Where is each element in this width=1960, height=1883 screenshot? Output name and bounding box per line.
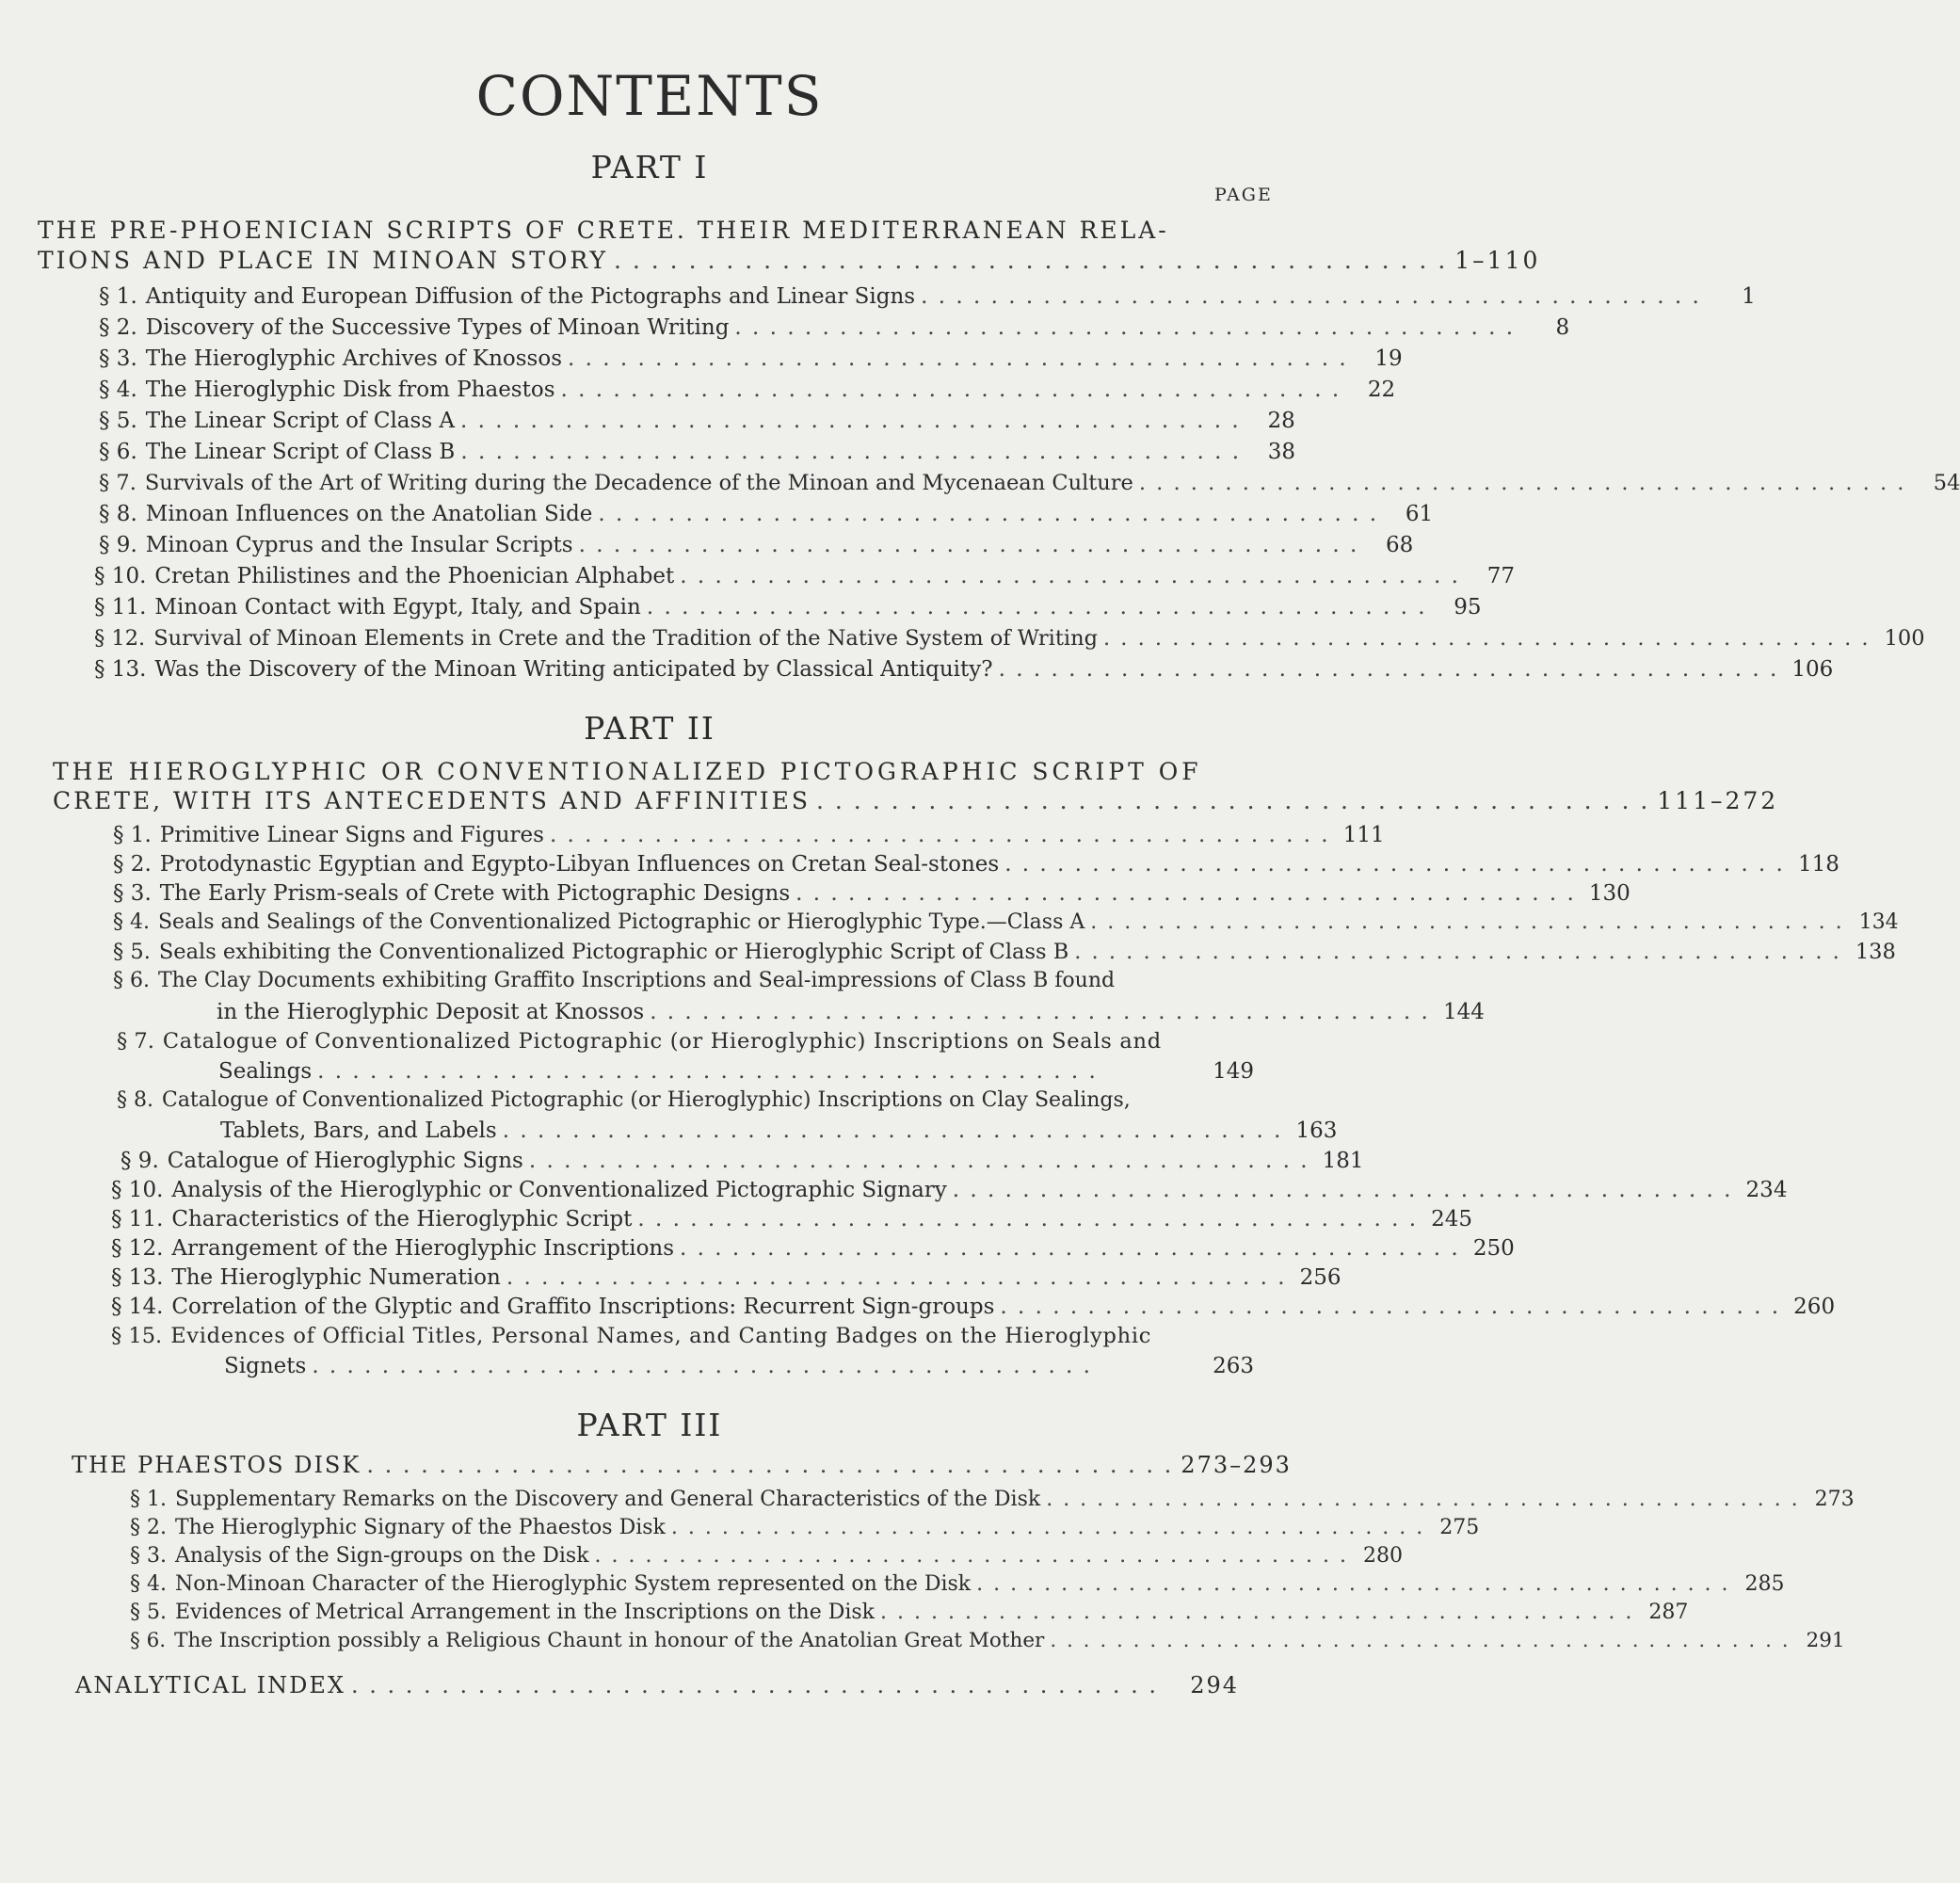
item-text: Signets: [224, 1354, 307, 1378]
part-1-section-title-line-1: THE PRE-PHOENICIAN SCRIPTS OF CRETE. THEIR MEDITERRANEAN RELA-: [38, 217, 1169, 244]
item-page: 1: [1742, 284, 1756, 309]
item-number: § 10.: [111, 1178, 164, 1202]
item-text: The Early Prism-seals of Crete with Pictographic Designs: [159, 881, 791, 906]
dot-leader: . . . . . . . . . . . . . . . . . . . . . . . . . . . . . . . . . . . . . . . . . . . . .: [366, 1452, 1174, 1478]
list-item-continuation[interactable]: [217, 1000, 1485, 1024]
item-page: 275: [1439, 1516, 1480, 1539]
item-number: § 3.: [130, 1544, 167, 1568]
item-page: 234: [1745, 1178, 1788, 1202]
item-number: § 5.: [113, 940, 151, 964]
part-1-section-pages: 1–110: [1454, 247, 1541, 274]
item-text: Tablets, Bars, and Labels: [220, 1119, 497, 1143]
item-text: Arrangement of the Hieroglyphic Inscriptions: [171, 1236, 675, 1261]
item-page: 68: [1386, 533, 1414, 557]
list-item[interactable]: [111, 1324, 1254, 1348]
dot-leader: . . . . . . . . . . . . . . . . . . . . . . . . . . . . . . . . . . . . . . . . . . . . .: [680, 564, 1460, 588]
item-text: The Linear Script of Class B: [145, 440, 456, 464]
dot-leader: . . . . . . . . . . . . . . . . . . . . . . . . . . . . . . . . . . . . . . . . . . . . .: [998, 657, 1779, 682]
dot-leader: . . . . . . . . . . . . . . . . . . . . . . . . . . . . . . . . . . . . . . . . . . . . .: [598, 502, 1379, 526]
item-text: The Hieroglyphic Numeration: [171, 1265, 501, 1290]
analytical-index-page: 294: [1190, 1672, 1239, 1698]
item-page: 28: [1267, 409, 1295, 433]
item-text: Seals and Sealings of the Conventionalized Pictographic or Hieroglyphic Type.—Class A: [157, 910, 1085, 934]
dot-leader: . . . . . . . . . . . . . . . . . . . . . . . . . . . . . . . . . . . . . . . . . . . . .: [317, 1059, 1098, 1084]
part-2-heading: PART II: [584, 710, 715, 747]
item-text: Non-Minoan Character of the Hieroglyphic System represented on the Disk: [174, 1572, 972, 1596]
dot-leader: . . . . . . . . . . . . . . . . . . . . . . . . . . . . . . . . . . . . . . . . . . . . .: [1138, 471, 1906, 495]
item-text: Minoan Contact with Egypt, Italy, and Spain: [154, 595, 641, 620]
item-text: The Inscription possibly a Religious Chaunt in honour of the Anatolian Great Mother: [174, 1629, 1045, 1652]
item-text: The Linear Script of Class A: [145, 409, 456, 433]
item-text: Was the Discovery of the Minoan Writing anticipated by Classical Antiquity?: [154, 657, 993, 682]
item-text: Analysis of the Sign-groups on the Disk: [174, 1544, 589, 1568]
dot-leader: . . . . . . . . . . . . . . . . . . . . . . . . . . . . . . . . . . . . . . . . . . . . .: [646, 595, 1427, 620]
item-page: 118: [1797, 852, 1840, 877]
item-page: 8: [1555, 315, 1570, 340]
item-page: 144: [1442, 1000, 1485, 1024]
item-number: § 10.: [94, 564, 147, 588]
part-2-section-title-row: [53, 787, 1779, 814]
item-text: The Clay Documents exhibiting Graffito Inscriptions and Seal-impressions of Class B found: [157, 969, 1116, 992]
list-item[interactable]: [113, 881, 1631, 906]
part-2-section-title-line-1: THE HIEROGLYPHIC OR CONVENTIONALIZED PICTOGRAPHIC SCRIPT OF: [53, 758, 1202, 785]
list-item-continuation[interactable]: [220, 1119, 1338, 1143]
dot-leader: . . . . . . . . . . . . . . . . . . . . . . . . . . . . . . . . . . . . . . . . . . . . .: [460, 409, 1241, 433]
list-item-continuation[interactable]: [224, 1354, 1254, 1378]
item-page: 291: [1806, 1629, 1845, 1652]
item-page: 163: [1295, 1119, 1338, 1143]
dot-leader: . . . . . . . . . . . . . . . . . . . . . . . . . . . . . . . . . . . . . . . . . . . . .: [734, 315, 1516, 340]
item-number: § 7.: [117, 1029, 154, 1054]
list-item[interactable]: [99, 502, 1434, 526]
part-3-section-title-row: [72, 1452, 1292, 1478]
item-number: § 4.: [113, 910, 150, 934]
item-number: § 13.: [111, 1265, 164, 1290]
item-number: § 4.: [99, 378, 137, 402]
dot-leader: . . . . . . . . . . . . . . . . . . . . . . . . . . . . . . . . . . . . . . . . . . . . .: [568, 346, 1348, 371]
dot-leader: . . . . . . . . . . . . . . . . . . . . . . . . . . . . . . . . . . . . . . . . . . . . .: [650, 1000, 1430, 1024]
item-text: Characteristics of the Hieroglyphic Script: [171, 1207, 633, 1231]
item-number: § 14.: [111, 1295, 164, 1319]
dot-leader: . . . . . . . . . . . . . . . . . . . . . . . . . . . . . . . . . . . . . . . . . . . . .: [680, 1236, 1460, 1261]
list-item[interactable]: [130, 1488, 1855, 1511]
item-page: 260: [1793, 1295, 1836, 1319]
item-page: 19: [1374, 346, 1403, 371]
dot-leader: . . . . . . . . . . . . . . . . . . . . . . . . . . . . . . . . . . . . . . . . . . . . .: [312, 1354, 1092, 1378]
dot-leader: . . . . . . . . . . . . . . . . . . . . . . . . . . . . . . . . . . . . . . . . . . . . .: [795, 881, 1576, 906]
item-number: § 3.: [99, 346, 137, 371]
dot-leader: . . . . . . . . . . . . . . . . . . . . . . . . . . . . . . . . . . . . . . . . . . . . .: [528, 1149, 1309, 1173]
item-text: Minoan Cyprus and the Insular Scripts: [145, 533, 573, 557]
list-item[interactable]: [111, 1265, 1341, 1290]
dot-leader: . . . . . . . . . . . . . . . . . . . . . . . . . . . . . . . . . . . . . . . . . . . . .: [506, 1265, 1287, 1290]
dot-leader: . . . . . . . . . . . . . . . . . . . . . . . . . . . . . . . . . . . . . . . . . . . . .: [614, 247, 1448, 274]
item-number: § 11.: [111, 1207, 164, 1231]
dot-leader: . . . . . . . . . . . . . . . . . . . . . . . . . . . . . . . . . . . . . . . . . . . . .: [637, 1207, 1419, 1231]
item-text: Antiquity and European Diffusion of the Pictographs and Linear Signs: [145, 284, 916, 309]
item-page: 263: [1213, 1354, 1254, 1378]
item-number: § 6.: [99, 440, 137, 464]
item-page: 256: [1299, 1265, 1341, 1290]
item-number: § 12.: [111, 1236, 164, 1261]
item-text: The Hieroglyphic Signary of the Phaestos Disk: [174, 1516, 666, 1539]
item-text: Discovery of the Successive Types of Minoan Writing: [145, 315, 730, 340]
item-page: 149: [1213, 1059, 1254, 1084]
item-text: Seals exhibiting the Conventionalized Pictographic or Hieroglyphic Script of Class B: [158, 940, 1069, 964]
item-page: 95: [1454, 595, 1482, 620]
dot-leader: . . . . . . . . . . . . . . . . . . . . . . . . . . . . . . . . . . . . . . . . . . . . .: [460, 440, 1242, 464]
dot-leader: . . . . . . . . . . . . . . . . . . . . . . . . . . . . . . . . . . . . . . . . . . . . .: [1103, 626, 1871, 651]
list-item[interactable]: [113, 910, 1899, 934]
dot-leader: . . . . . . . . . . . . . . . . . . . . . . . . . . . . . . . . . . . . . . . . . . . . .: [816, 787, 1650, 814]
item-text: Survivals of the Art of Writing during the Decadence of the Minoan and Mycenaean Culture: [144, 471, 1133, 495]
list-item[interactable]: [99, 409, 1295, 433]
list-item[interactable]: [94, 626, 1925, 651]
list-item[interactable]: [130, 1572, 1785, 1596]
dot-leader: . . . . . . . . . . . . . . . . . . . . . . . . . . . . . . . . . . . . . . . . . . . . .: [976, 1572, 1730, 1596]
page-column-label: PAGE: [1214, 185, 1273, 205]
part-3-section-pages: 273–293: [1181, 1452, 1292, 1478]
dot-leader: . . . . . . . . . . . . . . . . . . . . . . . . . . . . . . . . . . . . . . . . . . . . .: [549, 823, 1330, 847]
list-item[interactable]: [117, 1029, 1254, 1054]
list-item[interactable]: [99, 378, 1396, 402]
item-text: Survival of Minoan Elements in Crete and the Tradition of the Native System of Writing: [153, 626, 1098, 651]
item-number: § 1.: [113, 823, 152, 847]
item-number: § 1.: [99, 284, 137, 309]
dot-leader: . . . . . . . . . . . . . . . . . . . . . . . . . . . . . . . . . . . . . . . . . . . . .: [1004, 852, 1785, 877]
list-item[interactable]: [130, 1516, 1480, 1539]
item-number: § 7.: [99, 471, 137, 495]
part-3-heading: PART III: [576, 1407, 723, 1443]
item-text: Catalogue of Hieroglyphic Signs: [167, 1149, 523, 1173]
dot-leader: . . . . . . . . . . . . . . . . . . . . . . . . . . . . . . . . . . . . . . . . . . . . .: [1090, 910, 1844, 934]
list-item[interactable]: [99, 346, 1403, 371]
item-page: 38: [1267, 440, 1296, 464]
dot-leader: . . . . . . . . . . . . . . . . . . . . . . . . . . . . . . . . . . . . . . . . . . . . .: [1046, 1488, 1800, 1511]
list-item[interactable]: [111, 1178, 1788, 1202]
item-text: Correlation of the Glyptic and Graffito Inscriptions: Recurrent Sign-groups: [171, 1295, 995, 1319]
item-text: Sealings: [218, 1059, 313, 1084]
list-item[interactable]: [99, 533, 1414, 557]
list-item[interactable]: [99, 440, 1296, 464]
item-page: 287: [1648, 1601, 1689, 1624]
item-page: 134: [1858, 910, 1899, 934]
list-item[interactable]: [113, 940, 1896, 964]
part-3-section-title: THE PHAESTOS DISK: [72, 1452, 361, 1478]
item-number: § 6.: [113, 969, 150, 992]
dot-leader: . . . . . . . . . . . . . . . . . . . . . . . . . . . . . . . . . . . . . . . . . . . . .: [560, 378, 1341, 402]
item-text: Evidences of Metrical Arrangement in the Inscriptions on the Disk: [174, 1601, 876, 1624]
item-number: § 2.: [130, 1516, 167, 1539]
dot-leader: . . . . . . . . . . . . . . . . . . . . . . . . . . . . . . . . . . . . . . . . . . . . .: [594, 1544, 1348, 1568]
item-number: § 15.: [111, 1324, 163, 1348]
item-page: 138: [1855, 940, 1896, 964]
item-text: Cretan Philistines and the Phoenician Alphabet: [154, 564, 675, 588]
item-text: The Hieroglyphic Disk from Phaestos: [145, 378, 555, 402]
list-item-continuation[interactable]: [218, 1059, 1254, 1084]
item-number: § 9.: [120, 1149, 159, 1173]
item-page: 61: [1405, 502, 1434, 526]
item-number: § 13.: [94, 657, 147, 682]
item-page: 273: [1814, 1488, 1855, 1511]
item-text: Minoan Influences on the Anatolian Side: [145, 502, 593, 526]
list-item[interactable]: [99, 471, 1960, 495]
dot-leader: . . . . . . . . . . . . . . . . . . . . . . . . . . . . . . . . . . . . . . . . . . . . .: [1074, 940, 1841, 964]
item-page: 280: [1362, 1544, 1403, 1568]
part-1-section-title-line-2: TIONS AND PLACE IN MINOAN STORY: [38, 247, 608, 274]
item-text: Primitive Linear Signs and Figures: [159, 823, 544, 847]
item-number: § 8.: [117, 1088, 153, 1112]
item-number: § 5.: [130, 1601, 167, 1624]
list-item[interactable]: [94, 564, 1515, 588]
list-item[interactable]: [113, 969, 1254, 992]
list-item[interactable]: [130, 1629, 1845, 1652]
item-number: § 9.: [99, 533, 137, 557]
item-text: Catalogue of Conventionalized Pictographic (or Hieroglyphic) Inscriptions on Seals and: [162, 1029, 1162, 1054]
dot-leader: . . . . . . . . . . . . . . . . . . . . . . . . . . . . . . . . . . . . . . . . . . . . .: [880, 1601, 1634, 1624]
dot-leader: . . . . . . . . . . . . . . . . . . . . . . . . . . . . . . . . . . . . . . . . . . . . .: [921, 284, 1701, 309]
list-item[interactable]: [130, 1601, 1689, 1624]
dot-leader: . . . . . . . . . . . . . . . . . . . . . . . . . . . . . . . . . . . . . . . . . . . . .: [952, 1178, 1733, 1202]
item-text: in the Hieroglyphic Deposit at Knossos: [217, 1000, 645, 1024]
item-number: § 2.: [99, 315, 137, 340]
list-item[interactable]: [111, 1236, 1515, 1261]
part-2-section-title-line-2: CRETE, WITH ITS ANTECEDENTS AND AFFINITIES: [53, 787, 811, 814]
item-text: Supplementary Remarks on the Discovery and General Characteristics of the Disk: [174, 1488, 1041, 1511]
dot-leader: . . . . . . . . . . . . . . . . . . . . . . . . . . . . . . . . . . . . . . . . . . . . .: [351, 1672, 1158, 1698]
item-number: § 4.: [130, 1572, 167, 1596]
item-page: 22: [1367, 378, 1396, 402]
analytical-index-row[interactable]: [75, 1672, 1239, 1698]
part-2-section-pages: 111–272: [1657, 787, 1779, 814]
item-page: 250: [1472, 1236, 1515, 1261]
item-text: Protodynastic Egyptian and Egypto-Libyan Influences on Cretan Seal-stones: [159, 852, 1000, 877]
item-page: 100: [1884, 626, 1925, 651]
list-item[interactable]: [113, 852, 1840, 877]
analytical-index-label: ANALYTICAL INDEX: [75, 1672, 345, 1698]
item-number: § 12.: [94, 626, 146, 651]
item-number: § 8.: [99, 502, 137, 526]
item-page: 77: [1486, 564, 1515, 588]
item-page: 181: [1322, 1149, 1364, 1173]
dot-leader: . . . . . . . . . . . . . . . . . . . . . . . . . . . . . . . . . . . . . . . . . . . . .: [670, 1516, 1425, 1539]
item-number: § 11.: [94, 595, 147, 620]
part-1-heading: PART I: [590, 149, 709, 185]
list-item[interactable]: [99, 315, 1570, 340]
list-item[interactable]: [111, 1207, 1473, 1231]
list-item[interactable]: [113, 823, 1385, 847]
item-page: 111: [1342, 823, 1385, 847]
list-item[interactable]: [111, 1295, 1836, 1319]
dot-leader: . . . . . . . . . . . . . . . . . . . . . . . . . . . . . . . . . . . . . . . . . . . . .: [1000, 1295, 1781, 1319]
item-text: Evidences of Official Titles, Personal Names, and Canting Badges on the Hieroglyphic: [170, 1324, 1152, 1348]
page-title: CONTENTS: [475, 64, 824, 128]
list-item[interactable]: [94, 595, 1482, 620]
item-number: § 1.: [130, 1488, 167, 1511]
item-number: § 3.: [113, 881, 152, 906]
dot-leader: . . . . . . . . . . . . . . . . . . . . . . . . . . . . . . . . . . . . . . . . . . . . .: [578, 533, 1359, 557]
item-page: 54: [1933, 471, 1960, 495]
part-1-section-title-row: [38, 247, 1541, 274]
item-page: 106: [1791, 657, 1834, 682]
item-number: § 2.: [113, 852, 152, 877]
item-text: Catalogue of Conventionalized Pictographic (or Hieroglyphic) Inscriptions on Clay Sealings,: [161, 1088, 1131, 1112]
list-item[interactable]: [94, 657, 1834, 682]
dot-leader: . . . . . . . . . . . . . . . . . . . . . . . . . . . . . . . . . . . . . . . . . . . . .: [502, 1119, 1283, 1143]
item-page: 285: [1744, 1572, 1785, 1596]
list-item[interactable]: [99, 284, 1756, 309]
item-number: § 6.: [130, 1629, 167, 1652]
item-number: § 5.: [99, 409, 137, 433]
list-item[interactable]: [117, 1088, 1254, 1112]
item-text: Analysis of the Hieroglyphic or Conventionalized Pictographic Signary: [171, 1178, 947, 1202]
list-item[interactable]: [130, 1544, 1403, 1568]
item-page: 245: [1431, 1207, 1473, 1231]
dot-leader: . . . . . . . . . . . . . . . . . . . . . . . . . . . . . . . . . . . . . . . . . . . . .: [1050, 1629, 1791, 1652]
item-page: 130: [1588, 881, 1631, 906]
list-item[interactable]: [120, 1149, 1364, 1173]
item-text: The Hieroglyphic Archives of Knossos: [145, 346, 563, 371]
